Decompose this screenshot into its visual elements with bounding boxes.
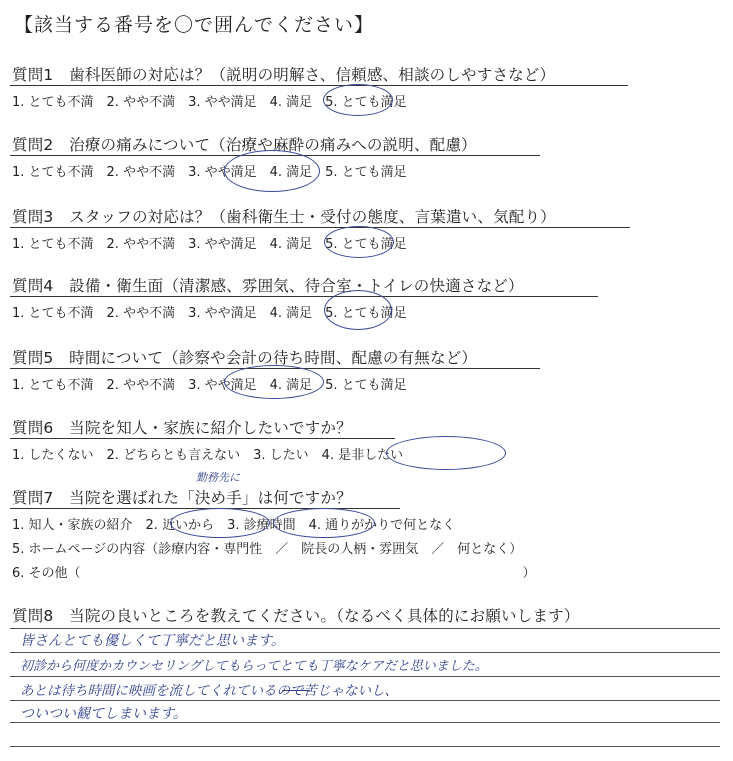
question-7-options-line-3: 6. その他（ ） (12, 566, 536, 581)
comment-handwritten-line-1: 皆さんとても優しくて丁寧だと思います。 (20, 633, 285, 649)
question-2-options: 1. とても不満 2. やや不満 3. やや満足 4. 満足 5. とても満足 (12, 165, 407, 180)
answer-circle-q6[interactable] (386, 436, 506, 470)
handwritten-strikethrough (282, 690, 310, 691)
question-3-underline (10, 227, 630, 228)
question-4-underline (10, 296, 598, 297)
comment-handwritten-line-4: ついつい観てしまいます。 (20, 706, 187, 722)
question-7-heading: 質問7 当院を選ばれた「決め手」は何ですか？ (12, 489, 352, 507)
question-1-options: 1. とても不満 2. やや不満 3. やや満足 4. 満足 5. とても満足 (12, 95, 407, 110)
question-6-options: 1. したくない 2. どちらとも言えない 3. したい 4. 是非したい (12, 448, 404, 463)
question-1-underline (10, 85, 628, 86)
answer-circle-q7-near[interactable] (170, 508, 270, 538)
question-6-heading: 質問6 当院を知人・家族に紹介したいですか？ (12, 419, 352, 437)
answer-circle-q5[interactable] (224, 365, 324, 399)
question-6-underline (10, 438, 395, 439)
question-4-options: 1. とても不満 2. やや不満 3. やや満足 4. 満足 5. とても満足 (12, 306, 407, 321)
comment-handwritten-line-2: 初診から何度かカウンセリングしてもらってとても丁寧なケアだと思いました。 (20, 659, 488, 674)
question-3-options: 1. とても不満 2. やや不満 3. やや満足 4. 満足 5. とても満足 (12, 237, 407, 252)
question-1-heading: 質問1 歯科医師の対応は？（説明の明解さ、信頼感、相談のしやすさなど） (12, 66, 556, 84)
question-7-options-line-1: 1. 知人・家族の紹介 2. 近いから 3. 診療時間 4. 通りがかりで何となく (12, 518, 456, 533)
answer-circle-q2[interactable] (224, 150, 320, 192)
answer-circle-q3[interactable] (324, 226, 394, 258)
form-title: 【該当する番号を〇で囲んでください】 (14, 14, 375, 36)
question-3-heading: 質問3 スタッフの対応は？（歯科衛生士・受付の態度、言葉遣い、気配り） (12, 208, 556, 226)
comment-line-rule (10, 652, 720, 653)
question-7-options-line-2: 5. ホームページの内容（診療内容・専門性 ／ 院長の人柄・雰囲気 ／ 何となく） (12, 542, 523, 557)
handwritten-note-q7: 勤務先に (196, 471, 240, 484)
comment-line-rule (10, 746, 720, 747)
question-8-heading: 質問8 当院の良いところを教えてください。（なるべく具体的にお願いします） (12, 607, 580, 625)
answer-circle-q7-hours[interactable] (273, 508, 375, 538)
comment-line-rule (10, 676, 720, 677)
comment-line-rule (10, 700, 720, 701)
answer-circle-q4[interactable] (324, 290, 392, 330)
comment-handwritten-line-3: あとは待ち時間に映画を流してくれているので苦じゃないし、 (20, 683, 398, 699)
question-5-options: 1. とても不満 2. やや不満 3. やや満足 4. 満足 5. とても満足 (12, 378, 407, 393)
answer-circle-q1[interactable] (323, 84, 393, 116)
question-2-heading: 質問2 治療の痛みについて（治療や麻酔の痛みへの説明、配慮） (12, 136, 477, 154)
comment-line-rule (10, 628, 720, 629)
question-4-heading: 質問4 設備・衛生面（清潔感、雰囲気、待合室・トイレの快適さなど） (12, 277, 524, 295)
question-5-heading: 質問5 時間について（診察や会計の待ち時間、配慮の有無など） (12, 349, 478, 367)
